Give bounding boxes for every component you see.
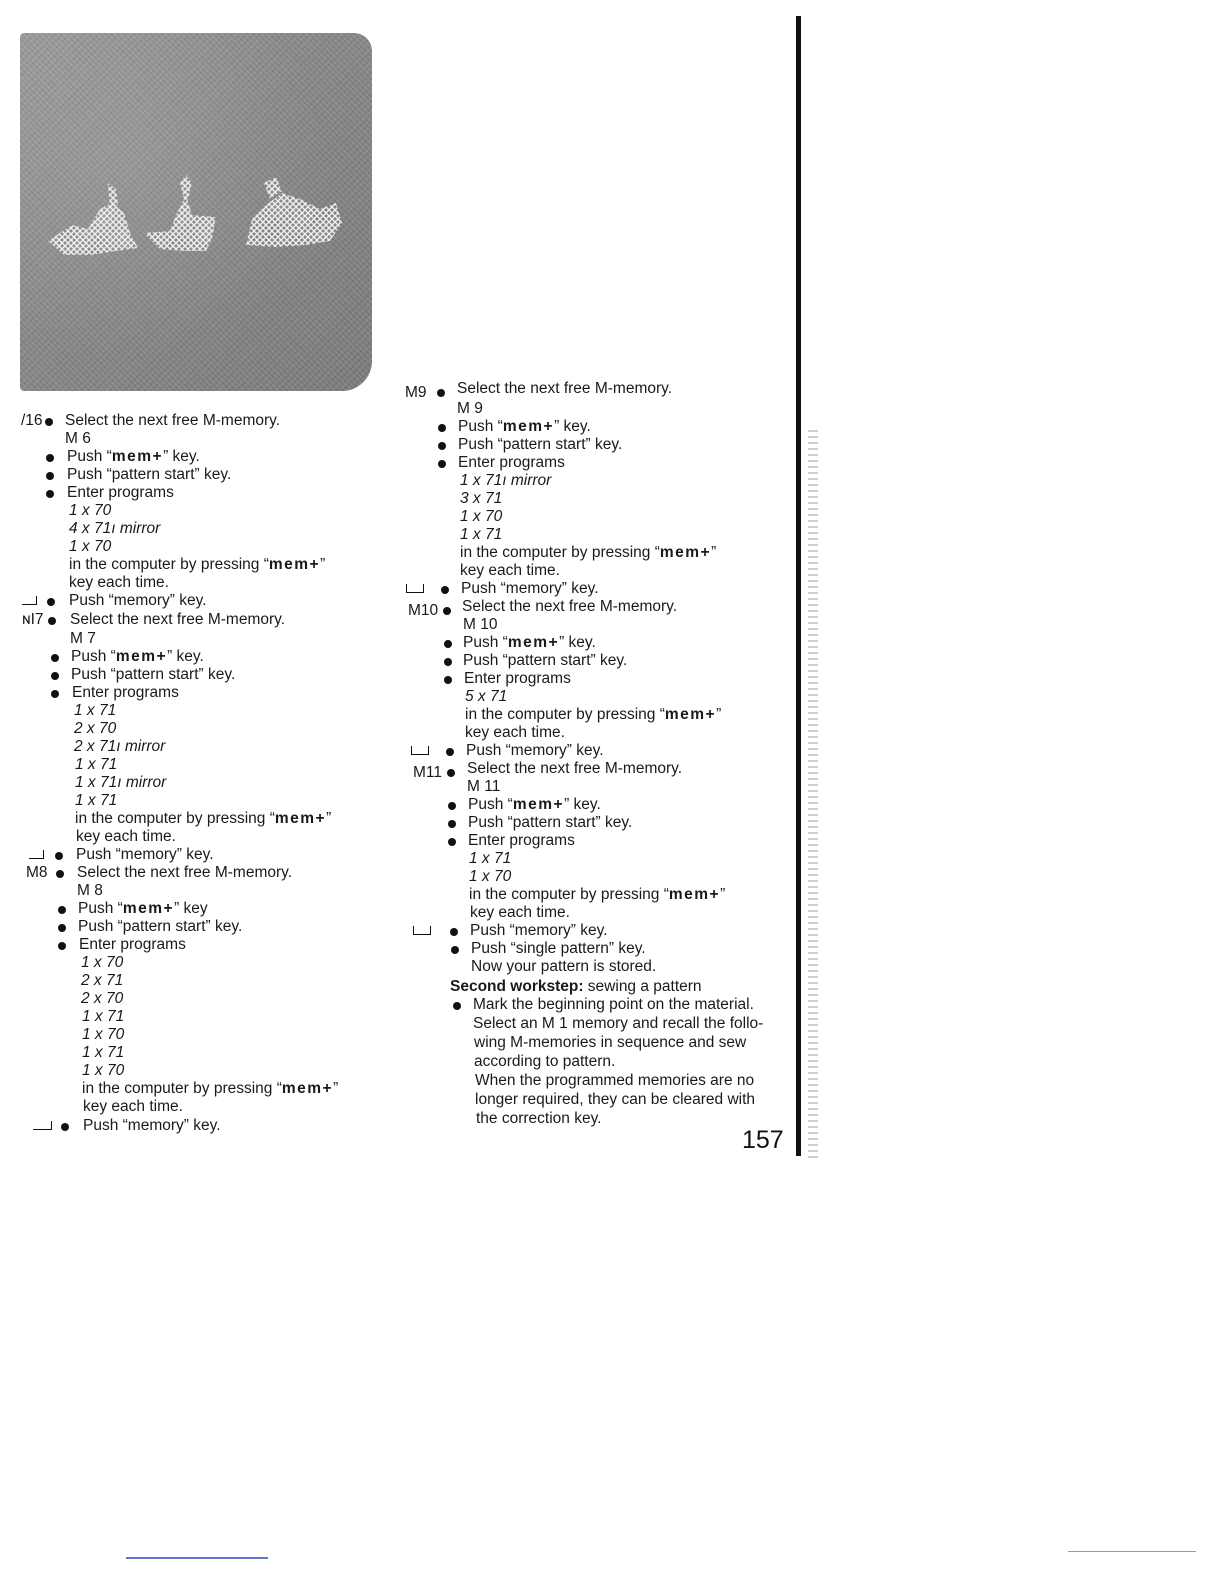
m9-push-pattern: Push “pattern start” key. [458, 436, 623, 453]
m10-program: 5 x 71 [465, 688, 508, 705]
m11-program: 1 x 71 [469, 850, 512, 867]
m7-select-text: Select the next free M-memory. [70, 611, 286, 628]
second-workstep-title: Second workstep: [450, 978, 584, 995]
mem-plus-key-text: mem+ [281, 1080, 334, 1097]
m10-key-each: key each time. [465, 724, 565, 741]
memory-bracket-icon [411, 746, 429, 755]
m8-select-text: Select the next free M-memory. [77, 864, 293, 881]
m6-push-mem-post: ” key. [163, 448, 200, 465]
m11-stored: Now your pattern is stored. [471, 958, 657, 975]
m9-label: M9 [405, 384, 427, 401]
m10-label: M10 [408, 602, 439, 619]
mem-plus-key-text: mem+ [502, 418, 555, 435]
bullet-icon [450, 928, 458, 936]
m11-program: 1 x 70 [469, 868, 512, 885]
m6-key-each: key each time. [69, 574, 169, 591]
m6-push-mem-pre: Push “ [67, 448, 112, 465]
m11-key-each: key each time. [470, 904, 570, 921]
mem-plus-key-text: mem+ [668, 886, 721, 903]
m8-key-each: key each time. [83, 1098, 183, 1115]
m8-push-mem-post: ” key [174, 900, 208, 917]
motif-middle-spire [180, 175, 192, 199]
bullet-icon [451, 946, 459, 954]
m6-select-text: Select the next free M-memory. [65, 412, 281, 429]
stitch-motif [20, 33, 372, 391]
m9-program: 1 x 71 [460, 526, 503, 543]
footer-link-line [126, 1557, 268, 1559]
second-line: the correction key. [476, 1110, 602, 1127]
motif-left [48, 203, 138, 255]
m6-id: M 6 [65, 430, 91, 447]
memory-bracket-icon [413, 926, 431, 935]
m7-program: 1 x 71ı mirror [75, 774, 167, 791]
m9-program: 1 x 70 [460, 508, 503, 525]
m6-computer-pre: in the computer by pressing “ [69, 556, 269, 573]
bullet-icon [448, 838, 456, 846]
motif-right [246, 193, 342, 247]
m6-push-memory: Push “memory” key. [69, 592, 207, 609]
m11-enter: Enter programs [468, 832, 575, 849]
page-number: 157 [742, 1126, 784, 1154]
m7-id: M 7 [70, 630, 96, 647]
m7-label: ɴI7 [22, 611, 44, 628]
m6-computer-post: ” [320, 556, 326, 573]
m7-push-memory: Push “memory” key. [76, 846, 214, 863]
m11-push-mem-pre: Push “ [468, 796, 513, 813]
bullet-icon [437, 389, 445, 397]
m7-enter: Enter programs [72, 684, 179, 701]
m9-program: 1 x 71ı mirror [460, 472, 552, 489]
mem-plus-key-text: mem+ [111, 448, 164, 465]
second-line: according to pattern. [474, 1053, 616, 1070]
m7-program: 1 x 71 [75, 756, 118, 773]
m9-program: 3 x 71 [460, 490, 503, 507]
mem-plus-key-text: mem+ [268, 556, 321, 573]
m9-push-mem-pre: Push “ [458, 418, 503, 435]
m8-program: 1 x 71 [82, 1008, 125, 1025]
m11-push-mem-post: ” key. [564, 796, 601, 813]
m8-program: 1 x 70 [81, 954, 124, 971]
footer-rule [1068, 1551, 1196, 1552]
m9-id: M 9 [457, 400, 483, 417]
m11-push-single: Push “single pattern” key. [471, 940, 646, 957]
m8-computer-pre: in the computer by pressing “ [82, 1080, 282, 1097]
m7-computer-pre: in the computer by pressing “ [75, 810, 275, 827]
m6-program: 1 x 70 [69, 502, 112, 519]
m9-computer-pre: in the computer by pressing “ [460, 544, 660, 561]
memory-bracket-icon [406, 584, 424, 593]
mem-plus-key-text: mem+ [122, 900, 175, 917]
scan-edge [808, 430, 818, 1160]
m7-push-pattern: Push “pattern start” key. [71, 666, 236, 683]
m10-push-pattern: Push “pattern start” key. [463, 652, 628, 669]
bullet-icon [444, 658, 452, 666]
m8-id: M 8 [77, 882, 103, 899]
m6-program: 1 x 70 [69, 538, 112, 555]
m10-select-text: Select the next free M-memory. [462, 598, 678, 615]
bullet-icon [448, 820, 456, 828]
m8-push-pattern: Push “pattern start” key. [78, 918, 243, 935]
m6-enter: Enter programs [67, 484, 174, 501]
m7-key-each: key each time. [76, 828, 176, 845]
m7-program: 1 x 71 [75, 792, 118, 809]
m7-program: 2 x 70 [74, 720, 117, 737]
right-column [0, 380, 763, 1129]
m8-enter: Enter programs [79, 936, 186, 953]
bullet-icon [453, 1002, 461, 1010]
second-line: longer required, they can be cleared with [475, 1091, 756, 1108]
m8-program: 2 x 71 [81, 972, 124, 989]
m7-program: 1 x 71 [74, 702, 117, 719]
m9-push-mem-post: ” key. [554, 418, 591, 435]
m8-push-memory: Push “memory” key. [83, 1117, 221, 1134]
m6-push-pattern: Push “pattern start” key. [67, 466, 232, 483]
second-line: When the programmed memories are no [475, 1072, 755, 1089]
m8-label: M8 [26, 864, 48, 881]
bullet-icon [438, 442, 446, 450]
mem-plus-key-text: mem+ [664, 706, 717, 723]
motif-middle [144, 195, 216, 251]
second-line: wing M-memories in sequence and sew [474, 1034, 747, 1051]
m7-computer-post: ” [326, 810, 332, 827]
bullet-icon [443, 607, 451, 615]
m10-push-mem-pre: Push “ [463, 634, 508, 651]
m7-push-mem-pre: Push “ [71, 648, 116, 665]
mem-plus-key-text: mem+ [507, 634, 560, 651]
bullet-icon [438, 424, 446, 432]
bullet-icon [438, 460, 446, 468]
m7-push-mem-post: ” key. [167, 648, 204, 665]
m10-push-memory: Push “memory” key. [466, 742, 604, 759]
bullet-icon [447, 769, 455, 777]
m10-id: M 10 [463, 616, 498, 633]
second-line: Mark the beginning point on the material. [473, 996, 754, 1013]
second-workstep-subtitle: sewing a pattern [583, 978, 702, 995]
m11-label: M11 [413, 764, 443, 781]
stitched-pattern-photo [20, 33, 372, 391]
m11-push-pattern: Push “pattern start” key. [468, 814, 633, 831]
m10-computer-pre: in the computer by pressing “ [465, 706, 665, 723]
m9-key-each: key each time. [460, 562, 560, 579]
m9-computer-post: ” [711, 544, 717, 561]
bullet-icon [448, 802, 456, 810]
m11-id: M 11 [467, 778, 501, 795]
second-line: Select an M 1 memory and recall the follo- [473, 1015, 764, 1032]
m6-label: /16 [21, 412, 43, 429]
m8-program: 2 x 70 [81, 990, 124, 1007]
bullet-icon [441, 586, 449, 594]
mem-plus-key-text: mem+ [659, 544, 712, 561]
m11-push-memory: Push “memory” key. [470, 922, 608, 939]
m9-enter: Enter programs [458, 454, 565, 471]
mem-plus-key-text: mem+ [274, 810, 327, 827]
m9-select-text: Select the next free M-memory. [457, 380, 673, 397]
m10-enter: Enter programs [464, 670, 571, 687]
m11-select-text: Select the next free M-memory. [467, 760, 683, 777]
binding-bar [796, 16, 801, 1156]
bullet-icon [444, 640, 452, 648]
second-workstep-heading [0, 978, 763, 996]
mem-plus-key-text: mem+ [115, 648, 168, 665]
m11-computer-post: ” [720, 886, 726, 903]
m8-computer-post: ” [333, 1080, 339, 1097]
m10-push-mem-post: ” key. [559, 634, 596, 651]
m7-program: 2 x 71ı mirror [74, 738, 166, 755]
m10-computer-post: ” [716, 706, 722, 723]
m9-push-memory: Push “memory” key. [461, 580, 599, 597]
m11-computer-pre: in the computer by pressing “ [469, 886, 669, 903]
m8-push-mem-pre: Push “ [78, 900, 123, 917]
m6-program: 4 x 71ı mirror [69, 520, 161, 537]
mem-plus-key-text: mem+ [512, 796, 565, 813]
m8-program: 1 x 70 [82, 1026, 125, 1043]
bullet-icon [444, 676, 452, 684]
m8-program: 1 x 70 [82, 1062, 125, 1079]
bullet-icon [446, 748, 454, 756]
m8-program: 1 x 71 [82, 1044, 125, 1061]
